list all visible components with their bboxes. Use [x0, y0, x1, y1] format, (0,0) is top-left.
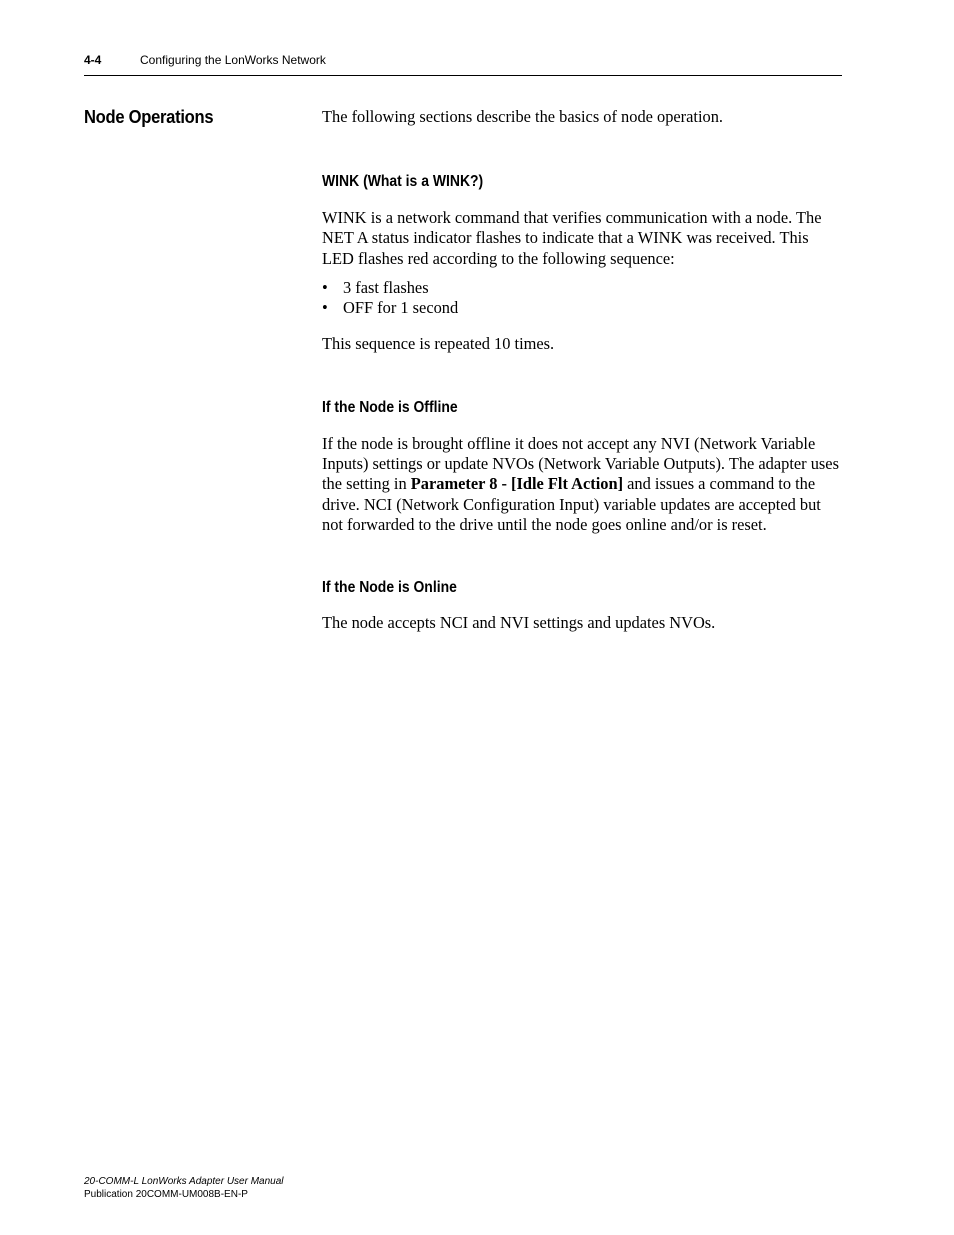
wink-sequence-list: [322, 278, 842, 319]
online-heading: If the Node is Online: [322, 578, 457, 596]
bullet-icon: •: [322, 298, 328, 318]
page-number: 4-4: [84, 53, 102, 67]
offline-paragraph: [322, 434, 842, 536]
manual-title: 20-COMM-L LonWorks Adapter User Manual: [84, 1176, 284, 1187]
page-footer: [84, 1175, 284, 1201]
offline-text-start: If the node is brought offline it does not accept any NVI (Network Variable Inputs) settings or update NVOs (Network Variable Outputs). The adapter uses the setting in: [322, 433, 839, 494]
list-item: [322, 278, 842, 298]
list-item: [322, 298, 842, 318]
wink-paragraph: WINK is a network command that verifies communication with a node. The NET A status indicator flashes to indicate that a WINK was received. This LED flashes red according to the following sequence:: [322, 207, 822, 268]
wink-heading: WINK (What is a WINK?): [322, 173, 484, 191]
offline-text-end: and issues a command to the drive. NCI (Network Configuration Input) variable updates are accepted but not forwarded to the drive until the node goes online and/or is reset.: [322, 474, 821, 535]
wink-repeat-note: This sequence is repeated 10 times.: [322, 333, 555, 353]
list-item-text: 3 fast flashes: [343, 278, 429, 298]
section-heading: Node Operations: [84, 107, 214, 127]
online-paragraph: The node accepts NCI and NVI settings and updates NVOs.: [322, 613, 716, 633]
parameter-reference: Parameter 8 - [Idle Flt Action]: [410, 474, 624, 494]
intro-paragraph: The following sections describe the basics of node operation.: [322, 107, 724, 126]
page-header: [84, 53, 842, 76]
offline-heading: If the Node is Offline: [322, 399, 458, 417]
publication-number: Publication 20COMM-UM008B-EN-P: [84, 1189, 248, 1200]
chapter-title: Configuring the LonWorks Network: [140, 53, 326, 67]
list-item-text: OFF for 1 second: [343, 298, 459, 318]
main-content: [322, 107, 842, 634]
bullet-icon: •: [322, 278, 328, 298]
